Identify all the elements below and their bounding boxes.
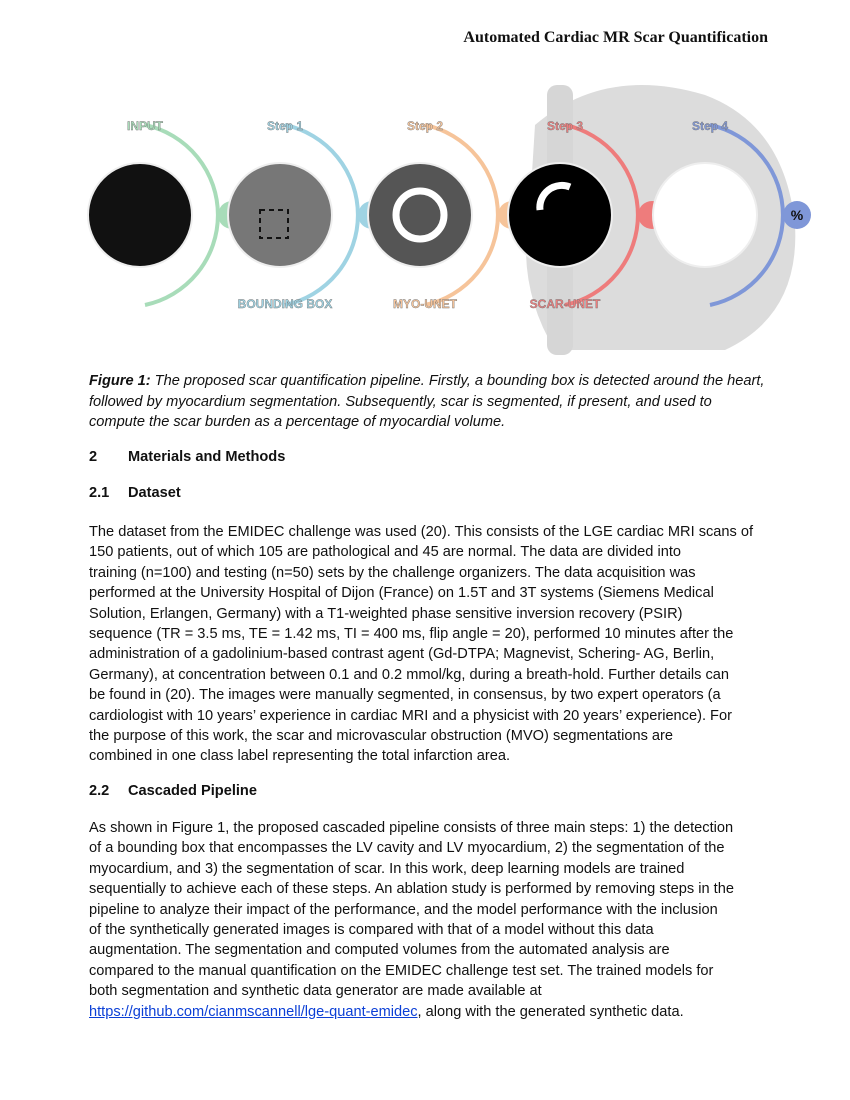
- scar-image: [508, 163, 612, 267]
- text-line: cardiologist with 10 years’ experience in cardiac MRI and a physicist with 20 years’ experience). For: [89, 707, 732, 724]
- text-line: 150 patients, out of which 105 are pathological and 45 are normal. The data are divided into: [89, 544, 681, 561]
- text-line: combined in one class label representing the total infarction area.: [89, 748, 511, 765]
- figure-caption: [89, 371, 769, 433]
- text-line: The dataset from the EMIDEC challenge was used (20). This consists of the LGE cardiac MRI scans of: [89, 524, 754, 540]
- section-title: Cascaded Pipeline: [128, 783, 257, 799]
- text-line: of the synthetically generated images is compared with that of a model without this data: [89, 921, 654, 938]
- stage-label: INPUT: [127, 119, 163, 133]
- heart-diagram-image: [653, 163, 757, 267]
- text-line: [89, 1002, 734, 1022]
- pipeline-paragraph: [89, 818, 734, 1022]
- section-heading: [89, 449, 285, 465]
- text-line: pipeline to analyze their impact of the performance, and the model performance with the inclusion: [89, 901, 718, 918]
- text-line: compared to the manual quantification on the EMIDEC challenge test set. The trained models for: [89, 962, 714, 979]
- text-span: , along with the generated synthetic data.: [417, 1003, 684, 1020]
- mri-input-image: [88, 163, 192, 267]
- section-number: 2.1: [89, 485, 110, 501]
- text-line: augmentation. The segmentation and computed volumes from the automated analysis are: [89, 942, 670, 959]
- section-title: Dataset: [128, 485, 181, 501]
- model-label: BOUNDING BOX: [237, 297, 333, 311]
- myocardium-image: [368, 163, 472, 267]
- text-line: the purpose of this work, the scar and microvascular obstruction (MVO) segmentations are: [89, 727, 674, 744]
- model-label: MYO-UNET: [393, 297, 457, 311]
- pipeline-figure: [85, 85, 804, 355]
- caption-label: Figure 1:: [89, 373, 151, 389]
- text-line: performed at the University Hospital of Dijon (France) on 1.5T and 3T systems (Siemens Medical: [89, 585, 714, 602]
- text-line: both segmentation and synthetic data generator are made available at: [89, 983, 542, 1000]
- text-line: of a bounding box that encompasses the LV cavity and LV myocardium, 2) the segmentation of the: [89, 840, 725, 857]
- bounding-box-image: [228, 163, 332, 267]
- section-number: 2: [89, 449, 98, 465]
- subsection-heading: [89, 783, 257, 799]
- stage-label: Step 1: [266, 119, 304, 133]
- stage-label: Step 2: [406, 119, 444, 133]
- section-number: 2.2: [89, 783, 110, 799]
- text-line: myocardium, and 3) the segmentation of scar. In this work, deep learning models are trained: [89, 860, 685, 877]
- text-line: sequence (TR = 3.5 ms, TE = 1.42 ms, TI = 400 ms, flip angle = 20), performed 10 minutes after the: [89, 625, 734, 642]
- percent-symbol: %: [790, 207, 804, 223]
- stage-label: Step 4: [691, 119, 729, 133]
- subsection-heading: [89, 485, 181, 501]
- text-line: be found in (20). The images were manually segmented, in consensus, by two expert operators (a: [89, 687, 721, 704]
- caption-text: The proposed scar quantification pipeline. Firstly, a bounding box is detected around the heart, followed by myocardium segmentation. Subsequently, scar is segmented, if present, and used to compute the scar burden as a percentage of myocardial volume.: [89, 373, 765, 430]
- text-line: training (n=100) and testing (n=50) sets by the challenge organizers. The data acquisition was: [89, 564, 696, 581]
- text-line: administration of a gadolinium-based contrast agent (Gd-DTPA; Magnevist, Schering- AG, Berlin,: [89, 646, 715, 663]
- text-line: As shown in Figure 1, the proposed cascaded pipeline consists of three main steps: 1) the detection: [89, 820, 734, 836]
- dataset-paragraph: [89, 522, 753, 767]
- running-header: Automated Cardiac MR Scar Quantification: [463, 29, 768, 46]
- stage-label: Step 3: [546, 119, 584, 133]
- model-label: SCAR-UNET: [529, 297, 601, 311]
- text-line: Germany), at concentration between 0.1 and 0.2 mmol/kg, during a breath-hold. Further details can: [89, 666, 730, 683]
- github-link[interactable]: https://github.com/cianmscannell/lge-quant-emidec: [89, 1003, 418, 1020]
- text-line: sequentially to achieve each of these steps. An ablation study is performed by removing steps in the: [89, 881, 734, 898]
- section-title: Materials and Methods: [128, 449, 286, 465]
- text-line: Solution, Erlangen, Germany) with a T1-weighted phase sensitive inversion recovery (PSIR): [89, 605, 683, 622]
